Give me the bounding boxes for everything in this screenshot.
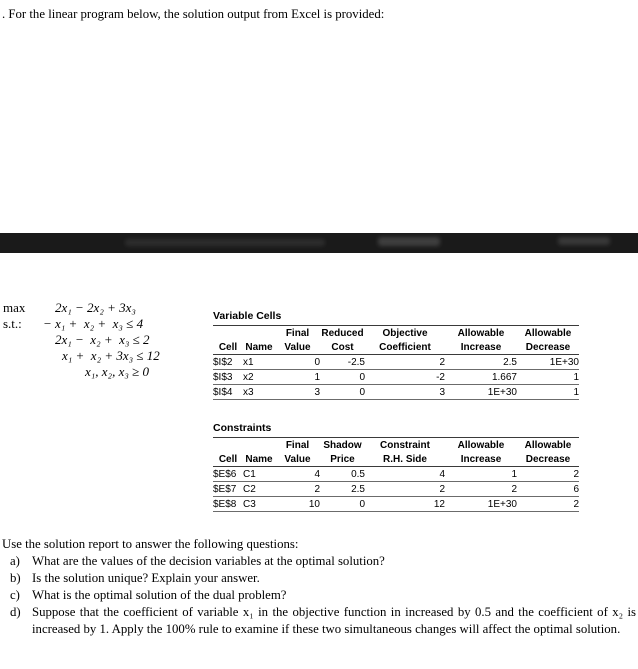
question-text: Is the solution unique? Explain your answer. [32,571,260,585]
variable-cells-table [213,325,579,400]
header-cell [213,438,243,453]
table-cell: x2 [243,370,275,385]
header-cell: Value [275,340,320,355]
lp-constraint-row [3,316,160,332]
table-row [213,497,579,512]
question-item-b [2,570,636,587]
table-cell: 6 [517,482,579,497]
table-cell: C1 [243,467,275,482]
intro-text: . For the linear program below, the solution output from Excel is provided: [2,7,385,21]
header-cell: Coefficient [365,340,445,355]
lp-constraint-row [3,332,160,348]
table-cell: 1E+30 [445,385,517,400]
table-cell: 12 [365,497,445,512]
table-cell: 1 [517,370,579,385]
header-cell: Allowable [517,326,579,341]
table-header-row [213,438,579,453]
table-cell: 1.667 [445,370,517,385]
question-item-d [2,604,636,638]
header-cell: Allowable [445,326,517,341]
table-cell: 3 [275,385,320,400]
question-label: d) [10,605,21,619]
table-row [213,370,579,385]
table-cell: 1 [517,385,579,400]
table-cell: -2 [365,370,445,385]
table-cell: C3 [243,497,275,512]
lp-st-label: s.t.: [3,316,22,331]
questions-intro: Use the solution report to answer the following questions: [2,537,299,551]
table-cell: $E$7 [213,482,243,497]
question-label: b) [10,571,21,585]
question-text: What are the values of the decision variables at the optimal solution? [32,554,385,568]
lp-blank-label [3,364,43,380]
lp-constraint-row [3,364,160,380]
constraints-table [213,437,579,512]
table-cell: C2 [243,482,275,497]
table-cell: 1E+30 [517,355,579,370]
table-cell: 0 [320,385,365,400]
question-label: a) [10,554,20,568]
header-cell: Decrease [517,340,579,355]
question-text: What is the optimal solution of the dual problem? [32,588,287,602]
table-cell: 0.5 [320,467,365,482]
table-cell: 0 [320,370,365,385]
lp-formulation [3,300,160,380]
variable-cells-title: Variable Cells [213,310,282,322]
table-cell: 2.5 [445,355,517,370]
lp-max-label: max [3,300,26,315]
header-cell: Name [243,340,275,355]
header-cell: Allowable [517,438,579,453]
table-row [213,385,579,400]
table-cell: 4 [275,467,320,482]
lp-constraint-expr: 2x₁ − x₂ + x₃ ≤ 2 [55,332,150,347]
table-cell: 4 [365,467,445,482]
lp-constraint-row [3,348,160,364]
header-cell: Allowable [445,438,517,453]
table-cell: 2 [365,482,445,497]
table-cell: 2 [445,482,517,497]
table-cell: x3 [243,385,275,400]
lp-constraint-expr: − x₁ + x₂ + x₃ ≤ 4 [43,316,144,331]
redaction-bar [0,233,638,253]
lp-blank-label [3,332,43,348]
header-cell: Objective [365,326,445,341]
table-cell: 2 [275,482,320,497]
header-cell: Shadow [320,438,365,453]
question-item-a [2,553,636,570]
header-cell: Final [275,326,320,341]
sensitivity-report [213,310,579,512]
table-row [213,467,579,482]
header-cell: Cell [213,340,243,355]
header-cell [243,438,275,453]
table-cell: 2 [517,467,579,482]
header-cell: Price [320,452,365,467]
table-cell: 1E+30 [445,497,517,512]
lp-blank-label [3,348,43,364]
table-cell: -2.5 [320,355,365,370]
table-row [213,482,579,497]
header-cell [213,326,243,341]
header-cell: Increase [445,452,517,467]
header-cell: Reduced [321,327,364,339]
table-cell: 0 [320,497,365,512]
table-cell: $I$3 [213,370,243,385]
redaction-smudge [125,239,325,246]
lp-nonnegativity-expr: x₁, x₂, x₃ ≥ 0 [85,364,150,379]
table-cell: 1 [275,370,320,385]
constraints-title: Constraints [213,422,272,434]
table-cell: 2 [517,497,579,512]
table-cell: 3 [365,385,445,400]
table-cell: $E$8 [213,497,243,512]
lp-constraint-expr: x₁ + x₂ + 3x₃ ≤ 12 [62,348,160,363]
header-cell: Cost [320,340,365,355]
header-cell: Increase [445,340,517,355]
header-cell: Decrease [517,452,579,467]
redaction-smudge [378,237,440,246]
table-cell: $I$4 [213,385,243,400]
table-cell: $E$6 [213,467,243,482]
question-text: Suppose that the coefficient of variable x₁ in the objective function in increased by 0.5 and the coefficient of x₂ is increased by 1. Apply the 100% rule to examine if these two simultaneous changes will affect the optimal solution. [32,605,636,636]
table-cell: 2 [365,355,445,370]
header-cell [243,326,275,341]
header-cell: Final [275,438,320,453]
header-cell: R.H. Side [365,452,445,467]
header-cell: Name [243,452,275,467]
table-row [213,355,579,370]
table-header-row [213,452,579,467]
lp-objective-expr: 2x₁ − 2x₂ + 3x₃ [55,300,136,315]
header-cell: Value [275,452,320,467]
table-cell: 1 [445,467,517,482]
question-label: c) [10,588,20,602]
table-cell: $I$2 [213,355,243,370]
redaction-smudge [558,237,610,245]
table-cell: 2.5 [320,482,365,497]
questions-section [2,536,636,638]
header-cell: Cell [213,452,243,467]
table-header-row [213,340,579,355]
table-header-row [213,326,579,341]
header-cell: Constraint [365,438,445,453]
lp-objective-row [3,300,160,316]
table-cell: x1 [243,355,275,370]
table-cell: 10 [275,497,320,512]
question-item-c [2,587,636,604]
table-cell: 0 [275,355,320,370]
